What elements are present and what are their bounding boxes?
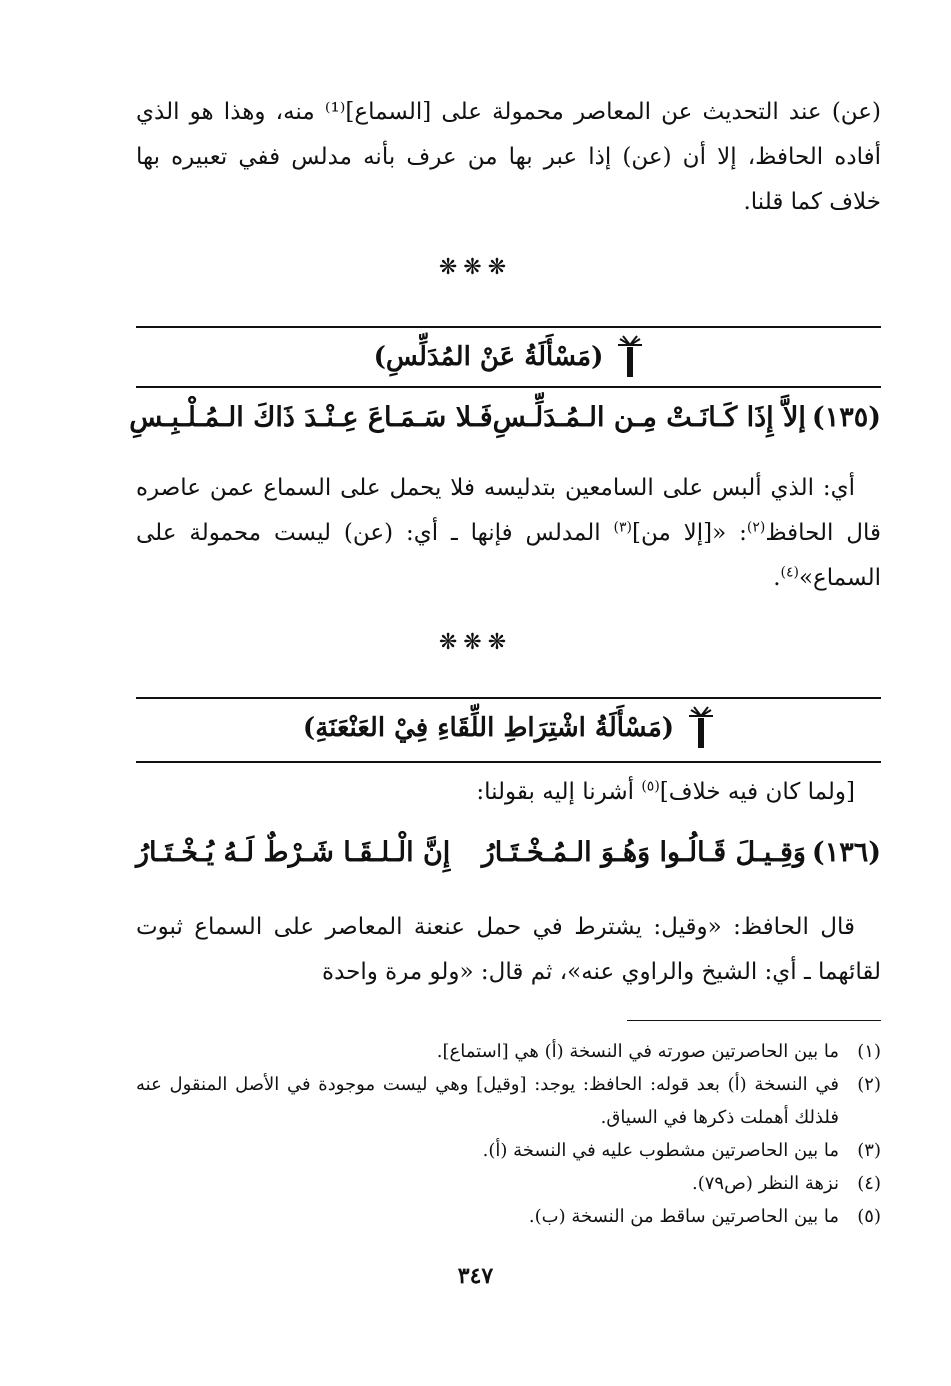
section-rule-bottom [136,386,881,388]
verse-136 [136,831,881,875]
commentary-135 [136,466,881,601]
verse-hemistich-second: إِنَّ الْـلـقَـا شَـرْطٌ لَـهُ يُـخْـتَـارُ [136,837,451,868]
palm-ornament-icon [688,706,714,750]
paragraph-top: (عن) عند التحديث عن المعاصر محمولة على [السماع]⁽¹⁾ منه، وهذا هو الذي أفاده الحافظ، إلا أن (عن) إذا عبر بها من عرف بأنه مدلس ففي تعبيره بها خلاف كما قلنا. [136,99,881,215]
commentary-text: . [773,565,781,591]
verse-hemistich-first: إلاَّ إِذَا كَـانَـتْ مِـن الـمُـدَلِّـسِ [492,402,806,433]
verse-hemistich-first: وَقِـيـلَ قَـالُـوا وَهُـوَ الـمُـخْـتَـارُ [481,837,806,868]
separator-ornament: ❋❋❋ [438,630,513,655]
commentary-text: أي: الذي ألبس على السامعين بتدليسه فلا يحمل على السماع عمن عاصره قال الحافظ [136,475,881,546]
section-rule-bottom [136,761,881,763]
footnote-number: (٢) [857,1074,881,1095]
footnote-5 [136,1200,881,1233]
footnote-text: ما بين الحاصرتين صورته في النسخة (أ) هي [استماع]. [436,1041,839,1062]
footnote-marker: (٢) [746,519,766,536]
footnote-2 [136,1068,881,1134]
section-heading-1 [136,332,881,382]
intro-136 [136,770,881,815]
footnote-number: (١) [857,1041,881,1062]
commentary-136 [136,905,881,995]
footnote-text: في النسخة (أ) بعد قوله: الحافظ: يوجد: [وقيل] وهي ليست موجودة في الأصل المنقول عنه فلذلك أهملت ذكرها في السياق. [136,1074,839,1128]
commentary-text: قال الحافظ: «وقيل: يشترط في حمل عنعنة المعاصر على السماع ثبوت لقائهما ـ أي: الشيخ والراوي عنه»، ثم قال: «ولو مرة واحدة [136,914,881,985]
footnote-text: ما بين الحاصرتين ساقط من النسخة (ب). [528,1206,839,1227]
verse-number: (١٣٥) [811,402,881,433]
footnote-number: (٣) [857,1140,881,1161]
footnote-number: (٥) [857,1206,881,1227]
footnote-1 [136,1035,881,1068]
section-heading-2 [136,703,881,753]
page-number: ٣٤٧ [457,1263,494,1289]
footnote-text: نزهة النظر (ص٧٩). [691,1173,839,1194]
intro-text: [ولما كان فيه خلاف] [659,779,855,805]
footnote-rule [627,1020,881,1021]
footnote-text: ما بين الحاصرتين مشطوب عليه في النسخة (أ). [482,1140,839,1161]
commentary-text: : «[إلا من] [631,520,747,546]
section-rule-top [136,326,881,328]
footnote-number: (٤) [857,1173,881,1194]
verse-135 [129,396,881,440]
section-title: (مَسْأَلَةُ اشْتِرَاطِ اللِّقَاءِ فِيْ العَنْعَنَةِ) [302,713,675,743]
footnote-3 [136,1134,881,1167]
intro-text: أشرنا إليه بقولنا: [476,779,642,805]
footnote-marker: (٤) [780,564,799,581]
palm-ornament-icon [617,335,643,379]
verse-number: (١٣٦) [811,837,881,868]
footnote-marker: (٥) [641,778,660,795]
commentary-text: المدلس فإنها ـ أي: (عن) ليست محمولة على السماع» [136,520,881,591]
verse-hemistich-second: فَـلا سَـمَـاعَ عِـنْـدَ ذَاكَ الـمُـلْـبِـسِ [129,402,493,433]
footnotes [136,1035,881,1233]
footnote-4 [136,1167,881,1200]
section-rule-top [136,697,881,699]
separator-ornament: ❋❋❋ [438,255,513,280]
footnote-marker: (٣) [613,519,632,536]
section-title: (مَسْأَلَةُ عَنْ المُدَلِّسِ) [373,342,604,372]
